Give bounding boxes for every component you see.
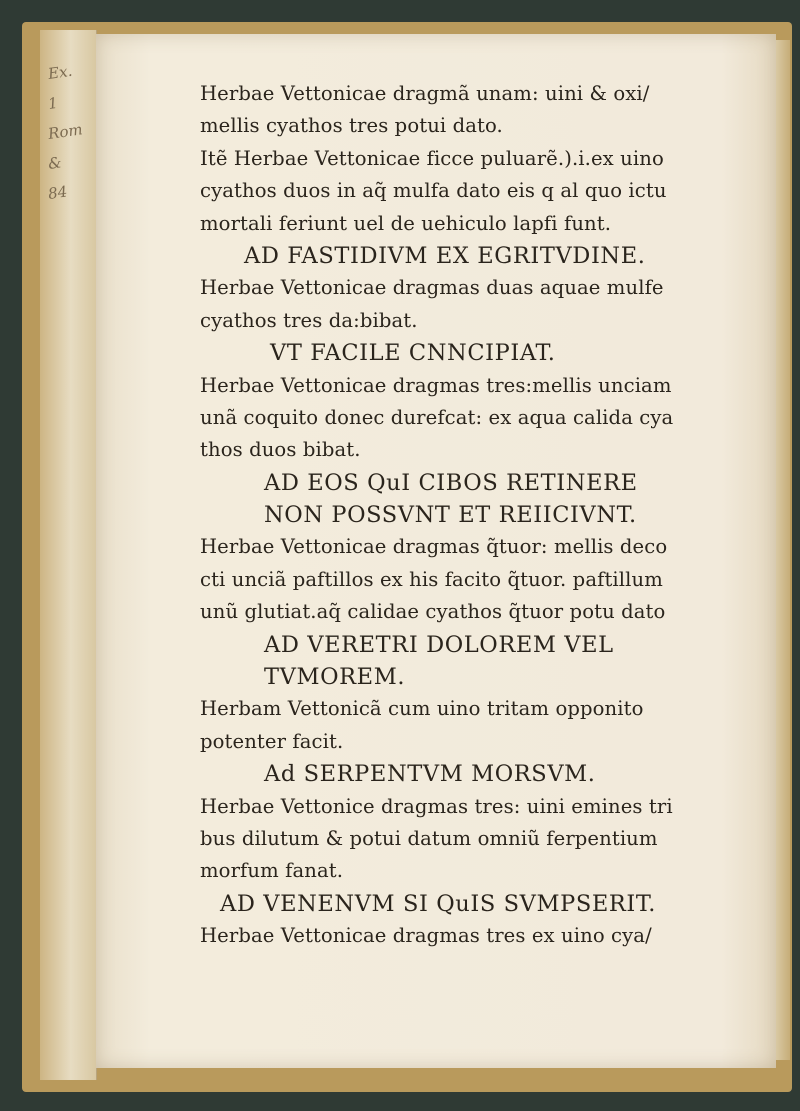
text-line: mortali feriunt uel de uehiculo lapfi funt. <box>200 211 612 235</box>
section-heading: Ad SERPENTVM MORSVM. <box>264 761 596 788</box>
gutter-note: 84 <box>46 182 69 203</box>
text-line: thos duos bibat. <box>200 438 361 462</box>
text-line: Itẽ Herbae Vettonicae ficce puluarẽ.).i.ex uino <box>200 146 664 170</box>
text-line: Herbae Vettonicae dragmas q̃tuor: mellis deco <box>200 535 668 559</box>
text-line: Herbae Vettonicae dragmas tres ex uino cya/ <box>200 924 652 948</box>
text-line: Herbam Vettonicã cum uino tritam opponito <box>200 697 644 721</box>
text-line: unũ glutiat.aq̃ calidae cyathos q̃tuor potu dato <box>200 600 666 624</box>
gutter-note: & <box>46 153 63 173</box>
text-line: potenter facit. <box>200 729 344 753</box>
page-edge <box>776 40 790 1060</box>
text-line: unã coquito donec durefcat: ex aqua calida cya <box>200 405 674 429</box>
gutter-note: 1 <box>46 93 59 113</box>
gutter-handwritten-notes <box>48 56 92 206</box>
gutter-note: Ex. <box>46 61 74 83</box>
section-heading: AD VENENVM SI QuIS SVMPSERIT. <box>220 890 656 917</box>
text-line: Herbae Vettonice dragmas tres: uini emines tri <box>200 794 673 818</box>
section-heading: VT FACILE CNNCIPIAT. <box>270 340 556 367</box>
text-line: Herbae Vettonicae dragmas tres:mellis unciam <box>200 373 672 397</box>
section-heading: AD FASTIDIVM EX EGRITVDINE. <box>244 242 646 269</box>
section-heading: AD EOS QuI CIBOS RETINERE <box>264 469 638 496</box>
text-line: bus dilutum & potui datum omniũ ferpentium <box>200 826 658 850</box>
section-heading: AD VERETRI DOLOREM VEL <box>264 631 614 658</box>
section-heading: TVMOREM. <box>264 664 406 691</box>
text-line: morfum fanat. <box>200 859 344 883</box>
text-line: cyathos duos in aq̃ mulfa dato eis q al quo ictu <box>200 179 667 203</box>
text-line: Herbae Vettonicae dragmas duas aquae mulfe <box>200 276 664 300</box>
page-text <box>200 78 740 953</box>
gutter-note: Rom <box>46 120 84 143</box>
text-line: Herbae Vettonicae dragmã unam: uini & oxi/ <box>200 82 650 105</box>
text-line: cyathos tres da:bibat. <box>200 308 418 332</box>
text-line: mellis cyathos tres potui dato. <box>200 114 503 138</box>
section-heading: NON POSSVNT ET REIICIVNT. <box>264 502 637 529</box>
text-line: cti unciã paftillos ex his facito q̃tuor. paftillum <box>200 567 663 591</box>
